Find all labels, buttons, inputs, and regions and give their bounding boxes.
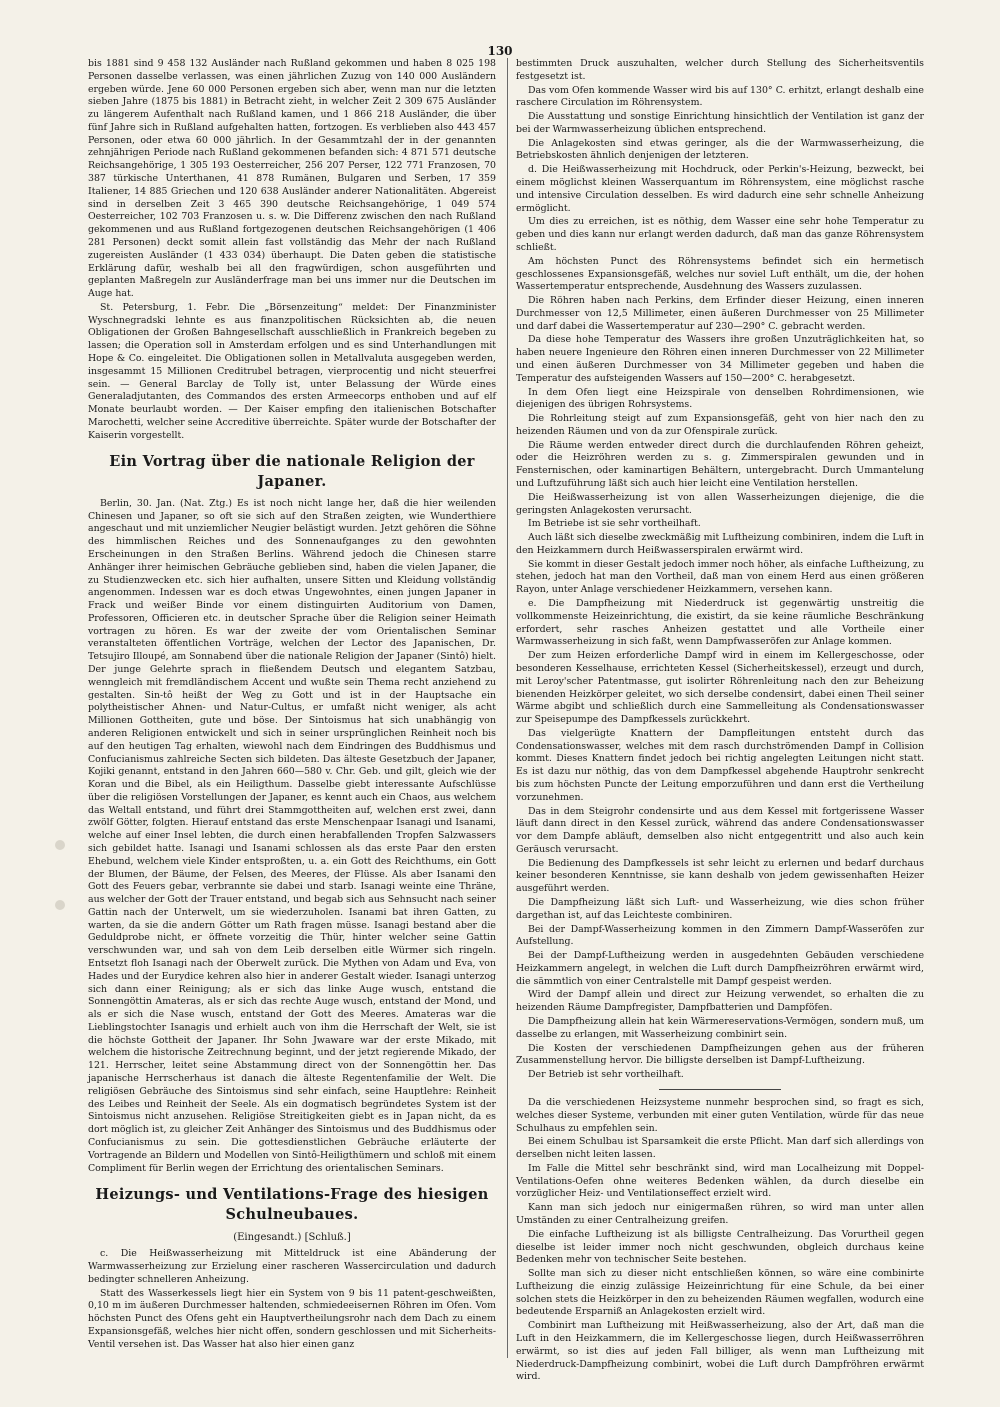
column-divider	[507, 58, 508, 1358]
paragraph: Bei der Dampf-Wasserheizung kommen in den Zimmern Dampf-Wasseröfen zur Aufstellung.	[516, 923, 924, 948]
section-rule	[659, 1089, 781, 1090]
article-text-st-petersburg: St. Petersburg, 1. Febr. Die „Börsenzeitung“ meldet: Der Finanzminister Wyschnegradski lehnte es aus finanzpolitischen Rücksichten ab, die neuen Obligationen der Großen Bahngesellschaft ausschließlich in Frankreich begeben zu lassen; die Operation soll in Amsterdam erfolgen und es sind Unterhandlungen mit Hope & Co. eingeleitet. Die Obligationen sollen in Metallvaluta ausgegeben werden, insgesammt 15 Millionen Creditrubel betragen, vierprocentig und nicht steuerfrei sein. — General Barclay de Tolly ist, unter Belassung der Würde eines Generaladjutanten, des Commandos des ersten Armeecorps enthoben und auf elf Monate beurlaubt worden. — Der Kaiser empfing den italienischen Botschafter Marochetti, welcher seine Accreditive überreichte. Später wurde der Botschafter der Kaiserin vorgestellt.	[88, 301, 496, 441]
paragraph: Die Kosten der verschiedenen Dampfheizungen gehen aus der früheren Zusammenstellung hervor. Die billigste derselben ist Dampf-Luftheizung.	[516, 1042, 924, 1067]
paragraph: Im Falle die Mittel sehr beschränkt sind, wird man Localheizung mit Doppel-Ventilations-Oefen ohne weiteres Bedenken wählen, da durch dieselbe ein vorzüglicher Heiz- und Ventilationseffect erzielt wird.	[516, 1162, 924, 1200]
headline-japanese-religion: Ein Vortrag über die nationale Religion der Japaner.	[109, 453, 475, 491]
paragraph: Wird der Dampf allein und direct zur Heizung verwendet, so erhalten die zu heizenden Räume Dampfregister, Dampfbatterien und Dampföfen.	[516, 989, 924, 1014]
paragraph: Im Betriebe ist sie sehr vortheilhaft.	[528, 518, 701, 530]
paragraph: Am höchsten Punct des Röhrensystems befindet sich ein hermetisch geschlossenes Expansionsgefäß, welches nur soviel Luft enthält, um die, der hohen Wassertemperatur entsprechende, Ausdehnung des Wassers zuzulassen.	[516, 255, 924, 293]
paragraph: Das in dem Steigrohr condensirte und aus dem Kessel mit fortgerissene Wasser läuft dann direct in den Kessel zurück, während das andere Condensationswasser vor dem Dampfe abläuft, demselben also nicht entgegentritt und also auch kein Geräusch verursacht.	[516, 805, 924, 855]
paragraph: Da die verschiedenen Heizsysteme nunmehr besprochen sind, so fragt es sich, welches dieser Systeme, verbunden mit einer guten Ventilation, würde für das neue Schulhaus zu empfehlen sein.	[516, 1096, 924, 1134]
article-text-russia-foreigners: bis 1881 sind 9 458 132 Ausländer nach Rußland gekommen und haben 8 025 198 Personen dasselbe verlassen, was einen jährlichen Zuzug von 140 000 Ausländern ergeben würde. Jene 60 000 Personen ergeben sich aber, wenn man nur die letzten sieben Jahre (1875 bis 1881) in Betracht zieht, in welcher Zeit 2 309 675 Ausländer zu längerem Aufenthalt nach Rußland kamen, und 1 866 218 Ausländer, die über fünf Jahre sich in Rußland aufgehalten hatten, fortzogen. Es verblieben also 443 457 Personen, oder etwa 60 000 jährlich. In der Gesammtzahl der in der genannten zehnjährigen Periode nach Rußland gekommenen befanden sich: 4 871 571 deutsche Reichsangehörige, 1 305 193 Oesterreicher, 256 207 Perser, 122 771 Franzosen, 70 387 türkische Unterthanen, 41 878 Rumänen, Bulgaren und Serben, 17 359 Italiener, 14 885 Griechen und 120 638 Ausländer anderer Nationalitäten. Abgereist sind in derselben Zeit 3 465 390 deutsche Reichsangehörige, 1 049 574 Oesterreicher, 102 703 Franzosen u. s. w. Die Differenz zwischen den nach Rußland gekommenen und aus Rußland fortgezogenen deutschen Reichsangehörigen (1 406 281 Personen) deckt somit allein fast vollständig das Mehr der nach Rußland zugereisten Ausländer (1 433 034) überhaupt. Die Daten geben die statistische Erklärung dafür, weshalb bei all den fragwürdigen, schon ausgeführten und geplanten Maßregeln zur Ausländerfrage man bei uns immer nur die Deutschen im Auge hat.	[88, 58, 496, 300]
paragraph: Sollte man sich zu dieser nicht entschließen können, so wäre eine combinirte Luftheizung die einzig zulässige Heizeinrichtung für eine Schule, da bei einer solchen stets die Heizkörper in den zu beheizenden Räumen wegfallen, wodurch eine bedeutende Ersparniß an Anlagekosten erzielt wird.	[516, 1268, 924, 1318]
paragraph: Die Dampfheizung läßt sich Luft- und Wasserheizung, wie dies schon früher dargethan ist, auf das Leichteste combiniren.	[516, 897, 924, 921]
paragraph: Der zum Heizen erforderliche Dampf wird in einem im Kellergeschosse, oder besonderen Kesselhause, errichteten Kessel (Sicherheitskessel), erzeugt und durch, mit Leroy'scher Patentmasse, gut isolirter Röhrenleitung nach den zur Beheizung bienenden Heizkörper geleitet, wo sich derselbe condensirt, dabei einen Theil seiner Wärme abgibt und schließlich durch eine Sammelleitung als Condensationswasser zur Speisepumpe des Dampfkessels zurückkehrt.	[516, 650, 924, 726]
binding-hole	[55, 900, 65, 910]
paragraph: In dem Ofen liegt eine Heizspirale von denselben Rohrdimensionen, wie diejenigen des übrigen Rohrsystems.	[516, 386, 924, 411]
paragraph: Das vielgerügte Knattern der Dampfleitungen entsteht durch das Condensationswasser, welches mit dem rasch durchströmenden Dampf in Collision kommt. Dieses Knattern findet jedoch bei richtig angelegten Leitungen nicht statt. Es ist dazu nur nöthig, das von dem Dampfkessel abgehende Hauptrohr senkrecht bis zum höchsten Puncte der Leitung emporzuführen und dann erst die Vertheilung vorzunehmen.	[516, 727, 924, 803]
binding-hole	[55, 840, 65, 850]
paragraph: Sie kommt in dieser Gestalt jedoch immer noch höher, als einfache Luftheizung, zu stehen, jedoch hat man den Vortheil, daß man von einem Herd aus einen größeren Rayon, unter Anlage verschiedener Heizkammern, versehen kann.	[516, 558, 924, 596]
paragraph: Die Räume werden entweder direct durch die durchlaufenden Röhren geheizt, oder die Heizröhren werden zu s. g. Zimmerspiralen gewunden und in Fensternischen, oder kaminartigen Behältern, untergebracht. Durch Ummantelung und Luftzuführung läßt sich auch hier leicht eine Ventilation herstellen.	[516, 439, 924, 489]
paragraph: Auch läßt sich dieselbe zweckmäßig mit Luftheizung combiniren, indem die Luft in den Heizkammern durch Heißwasserspiralen erwärmt wird.	[516, 532, 924, 556]
paragraph: Um dies zu erreichen, ist es nöthig, dem Wasser eine sehr hohe Temperatur zu geben und dies kann nur erlangt werden dadurch, daß man das ganze Röhrensystem schließt.	[516, 216, 924, 253]
paragraph: Combinirt man Luftheizung mit Heißwasserheizung, also der Art, daß man die Luft in den Heizkammern, die im Kellergeschosse liegen, durch Heißwasserröhren erwärmt, so ist dies auf jeden Fall billiger, als wenn man Luftheizung mit Niederdruck-Dampfheizung combinirt, wobei die Luft durch Dampfröhren erwärmt wird.	[516, 1320, 924, 1383]
paragraph: Bei einem Schulbau ist Sparsamkeit die erste Pflicht. Man darf sich allerdings von derselben nicht leiten lassen.	[516, 1136, 924, 1161]
article-text-heating-c: c. Die Heißwasserheizung mit Mitteldruck ist eine Abänderung der Warmwasserheizung zur Erzielung einer rascheren Wassercirculation und dadurch bedingter schnelleren Anheizung.	[88, 1248, 496, 1285]
page-number: 130	[487, 44, 513, 58]
paragraph: Da diese hohe Temperatur des Wassers ihre großen Unzuträglichkeiten hat, so haben neuere Ingenieure den Röhren einen inneren Durchmesser von 22 Millimeter und einen äußeren Durchmesser von 34 Millimeter gegeben und haben die Temperatur des aufsteigenden Wassers auf 150—200° C. herabgesetzt.	[516, 334, 924, 384]
paragraph: Die Heißwasserheizung ist von allen Wasserheizungen diejenige, die die geringsten Anlagekosten verursacht.	[516, 491, 924, 516]
article-text-japanese-religion: Berlin, 30. Jan. (Nat. Ztg.) Es ist noch nicht lange her, daß die hier weilenden Chinesen und Japaner, so oft sie sich auf den Straßen zeigten, wie Wunderthiere angeschaut und mit unziemlicher Neugier belästigt wurden. Jetzt gehören die Söhne des himmlischen Reiches und des Sonnenaufganges zu den gewohnten Erscheinungen in den Straßen Berlins. Während jedoch die Chinesen starre Anhänger ihrer heimischen Gebräuche geblieben sind, haben die vielen Japaner, die zu Studienzwecken etc. sich hier aufhalten, unsere Sitten und Kleidung vollständig angenommen. Indessen war es doch etwas Ungewohntes, einen jungen Japaner in Frack und weißer Binde vor einem distinguirten Auditorium von Damen, Professoren, Officieren etc. in deutscher Sprache über die Religion seiner Heimath vortragen zu hören. Es war der zweite der vom Orientalischen Seminar veranstalteten öffentlichen Vorträge, welchen der Lector des Japanischen, Dr. Tetsujiro Illoupé, am Sonnabend über die nationale Religion der Japaner (Sintô) hielt. Der junge Gelehrte sprach in fließendem Deutsch und elegantem Satzbau, wenngleich mit fremdländischem Accent und wußte sein Thema recht anziehend zu gestalten. Sin-tô heißt der Weg zu Gott und ist in der Hauptsache ein polytheistischer Ahnen- und Natur-Cultus, er umfaßt nicht weniger, als acht Millionen Gottheiten, gute und böse. Der Sintoismus hat sich unabhängig von anderen Religionen entwickelt und sich in seiner ursprünglichen Reinheit noch bis auf den heutigen Tag erhalten, wiewohl nach dem Eindringen des Buddhismus und Confucianismus zahlreiche Secten sich bildeten. Das älteste Gesetzbuch der Japaner, Kojiki genannt, entstand in den Jahren 660—580 v. Chr. Geb. und gilt, gleich wie der Koran und die Bibel, als ein Heiligthum. Dasselbe giebt interessante Aufschlüsse über die religiösen Vorstellungen der Japaner, es kennt auch ein Chaos, aus welchem das Weltall entstand, und führt drei Stammgottheiten auf, welchen erst zwei, dann zwölf Götter, folgten. Hierauf entstand das erste Menschenpaar Isanagi und Isanami, welche auf einer Insel lebten, die durch einen herabfallenden Tropfen Salzwassers sich gebildet hatte. Isanagi und Isanami schlossen als das erste Paar den ersten Ehebund, welchem viele Kinder entsproßten, u. a. ein Gott des Reichthums, ein Gott der Blumen, der Bäume, der Felsen, des Meeres, der Flüsse. Als aber Isanami den Gott des Feuers gebar, verbrannte sie dabei und starb. Isanagi weinte eine Thräne, aus welcher der Gott der Trauer entstand, und begab sich aus Sehnsucht nach seiner Gattin nach der Unterwelt, um sie wiederzuholen. Isanami bat ihren Gatten, zu warten, da sie die andern Götter um Rath fragen müsse. Isanagi bestand aber die Geduldprobe nicht, er öffnete vorzeitig die Thür, hinter welcher seine Gattin verschwunden war, und sah von dem Leib derselben eitle Würmer sich ringeln. Entsetzt floh Isanagi nach der Oberwelt zurück. Die Mythen von Adam und Eva, von Hades und der Eurydice kehren also hier in anderer Gestalt wieder. Isanagi unterzog sich dann einer Reinigung; als er sich das linke Auge wusch, entstand die Sonnengöttin Amateras, als er sich das rechte Auge wusch, entstand der Mond, und als er sich die Nase wusch, entstand der Gott des Meeres. Amateras war die Lieblingstochter Isanagis und erhielt auch von ihm die Herrschaft der Welt, sie ist die höchste Gottheit der Japaner. Ihr Sohn Jwaware war der erste Mikado, mit welchem die historische Zeitrechnung beginnt, und der jetzt regierende Mikado, der 121. Herrscher, leitet seine Abstammung direct von der Sonnengöttin her. Das japanische Herrscherhaus ist danach die älteste Regentenfamilie der Welt. Die religiösen Gebräuche des Sintoismus sind sehr einfach, seine Hauptlehre: Reinheit des Leibes und Reinheit der Seele. Als ein dogmatisch begründetes System ist der Sintoismus nicht anzusehen. Religiöse Streitigkeiten giebt es in Japan nicht, da es dort möglich ist, zu gleicher Zeit Anhänger des Sintoismus und des Buddhismus oder Confucianismus zu sein. Die gottesdienstlichen Gebräuche erläuterte der Vortragende an Bildern und Modellen von Sintô-Heiligthümern und schloß mit einem Compliment für Berlin wegen der Errichtung des orientalischen Seminars.	[88, 497, 496, 1174]
paragraph: Die Röhren haben nach Perkins, dem Erfinder dieser Heizung, einen inneren Durchmesser von 12,5 Millimeter, einen äußeren Durchmesser von 25 Millimeter und darf dabei die Wassertemperatur auf 230—290° C. gebracht werden.	[516, 295, 924, 332]
paragraph: Die Ausstattung und sonstige Einrichtung hinsichtlich der Ventilation ist ganz der bei der Warmwasserheizung üblichen entsprechend.	[516, 111, 924, 135]
right-column	[516, 58, 924, 1383]
paragraph: Bei der Dampf-Luftheizung werden in ausgedehnten Gebäuden verschiedene Heizkammern angelegt, in welchen die Luft durch Dampfheizröhren erwärmt wird, die sämmtlich von einer Centralstelle mit Dampf gespeist werden.	[516, 950, 924, 987]
paragraph: Kann man sich jedoch nur einigermaßen rühren, so wird man unter allen Umständen zu einer Centralheizung greifen.	[516, 1202, 924, 1226]
subheadline-submitted: (Eingesandt.) [Schluß.]	[233, 1231, 351, 1243]
paragraph: Das vom Ofen kommende Wasser wird bis auf 130° C. erhitzt, erlangt deshalb eine raschere Circulation im Röhrensystem.	[516, 84, 924, 109]
paragraph: Die einfache Luftheizung ist als billigste Centralheizung. Das Vorurtheil gegen dieselbe ist leider immer noch nicht geschwunden, obgleich durchaus keine Bedenken mehr von technischer Seite bestehen.	[516, 1228, 924, 1266]
left-column	[88, 58, 496, 1370]
article-text-heating-c-detail: Statt des Wasserkessels liegt hier ein System von 9 bis 11 patent-geschweißten, 0,10 m im äußeren Durchmesser haltenden, schmiedeeisernen Röhren im Ofen. Vom höchsten Punct des Ofens geht ein Hauptvertheilungsrohr nach dem Dach zu einem Expansionsgefäß, welches hier nicht offen, sondern geschlossen und mit Sicherheits-Ventil versehen ist. Das Wasser hat also hier einen ganz	[88, 1287, 496, 1350]
paragraph: Die Rohrleitung steigt auf zum Expansionsgefäß, geht von hier nach den zu heizenden Räumen und von da zur Ofenspirale zurück.	[516, 413, 924, 437]
paragraph: Der Betrieb ist sehr vortheilhaft.	[528, 1069, 684, 1081]
paragraph: bestimmten Druck auszuhalten, welcher durch Stellung des Sicherheitsventils festgesetzt ist.	[516, 58, 924, 82]
paragraph: e. Die Dampfheizung mit Niederdruck ist gegenwärtig unstreitig die vollkommenste Heizeinrichtung, die existirt, da sie keine räumliche Beschränkung erfordert, sehr rasches Anheizen gestattet und alle Vortheile einer Warmwasserheizung in sich faßt, wenn Dampfwasseröfen zur Anlage kommen.	[516, 598, 924, 648]
paragraph: Die Dampfheizung allein hat kein Wärmereservations-Vermögen, sondern muß, um dasselbe zu erlangen, mit Wasserheizung combinirt sein.	[516, 1016, 924, 1040]
paragraph: d. Die Heißwasserheizung mit Hochdruck, oder Perkin's-Heizung, bezweckt, bei einem möglichst kleinen Wasserquantum im Röhrensystem, eine möglichst rasche und intensive Circulation desselben. Es wird dadurch eine sehr schnelle Anheizung ermöglicht.	[516, 164, 924, 214]
paragraph: Die Anlagekosten sind etwas geringer, als die der Warmwasserheizung, die Betriebskosten ähnlich denjenigen der letzteren.	[516, 137, 924, 162]
headline-heating-ventilation: Heizungs- und Ventilations-Frage des hiesigen Schulneubaues.	[95, 1186, 489, 1223]
paragraph: Die Bedienung des Dampfkessels ist sehr leicht zu erlernen und bedarf durchaus keiner besonderen Kenntnisse, sie kann deshalb von jedem gewissenhaften Heizer ausgeführt werden.	[516, 857, 924, 895]
